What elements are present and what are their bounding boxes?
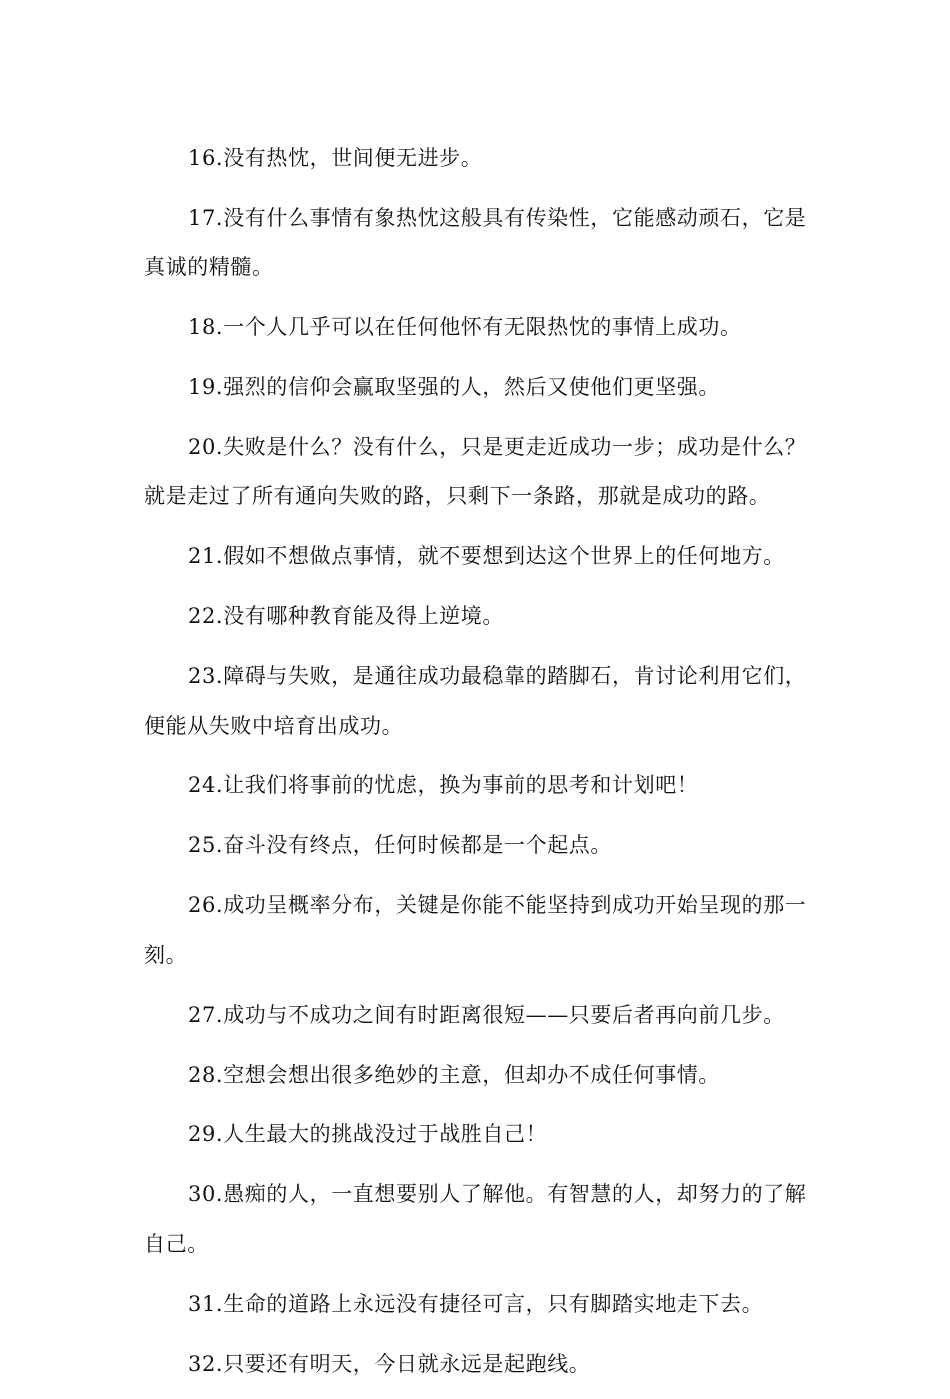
paragraph-32: 32.只要还有明天，今日就永远是起跑线。 (188, 1351, 591, 1376)
paragraph-27: 27.成功与不成功之间有时距离很短——只要后者再向前几步。 (188, 1002, 785, 1027)
paragraph-22: 22.没有哪种教育能及得上逆境。 (188, 604, 504, 629)
paragraph-20: 20.失败是什么？没有什么，只是更走近成功一步；成功是什么？就是走过了所有通向失败的路，只剩下一条路，那就是成功的路。 (144, 435, 807, 509)
paragraph-23: 23.障碍与失败，是通往成功最稳靠的踏脚石，肯讨论利用它们，便能从失败中培育出成功。 (144, 664, 807, 738)
document-body (144, 134, 809, 1399)
paragraph-16: 16.没有热忱，世间便无进步。 (188, 146, 483, 170)
paragraph-24: 24.让我们将事前的忧虑，换为事前的思考和计划吧！ (188, 773, 699, 798)
paragraph-28: 28.空想会想出很多绝妙的主意，但却办不成任何事情。 (188, 1062, 720, 1087)
paragraph-21: 21.假如不想做点事情，就不要想到达这个世界上的任何地方。 (188, 544, 785, 569)
paragraph-29: 29.人生最大的挑战没过于战胜自己！ (188, 1122, 548, 1147)
paragraph-31: 31.生命的道路上永远没有捷径可言，只有脚踏实地走下去。 (188, 1291, 764, 1316)
paragraph-30: 30.愚痴的人，一直想要别人了解他。有智慧的人，却努力的了解自己。 (144, 1182, 807, 1256)
paragraph-18: 18.一个人几乎可以在任何他怀有无限热忱的事情上成功。 (188, 315, 742, 340)
paragraph-17: 17.没有什么事情有象热忱这般具有传染性，它能感动顽石，它是真诚的精髓。 (144, 205, 807, 280)
paragraph-26: 26.成功呈概率分布，关键是你能不能坚持到成功开始呈现的那一刻。 (144, 893, 807, 967)
paragraph-19: 19.强烈的信仰会赢取坚强的人，然后又使他们更坚强。 (188, 375, 720, 400)
paragraph-25: 25.奋斗没有终点，任何时候都是一个起点。 (188, 833, 612, 858)
